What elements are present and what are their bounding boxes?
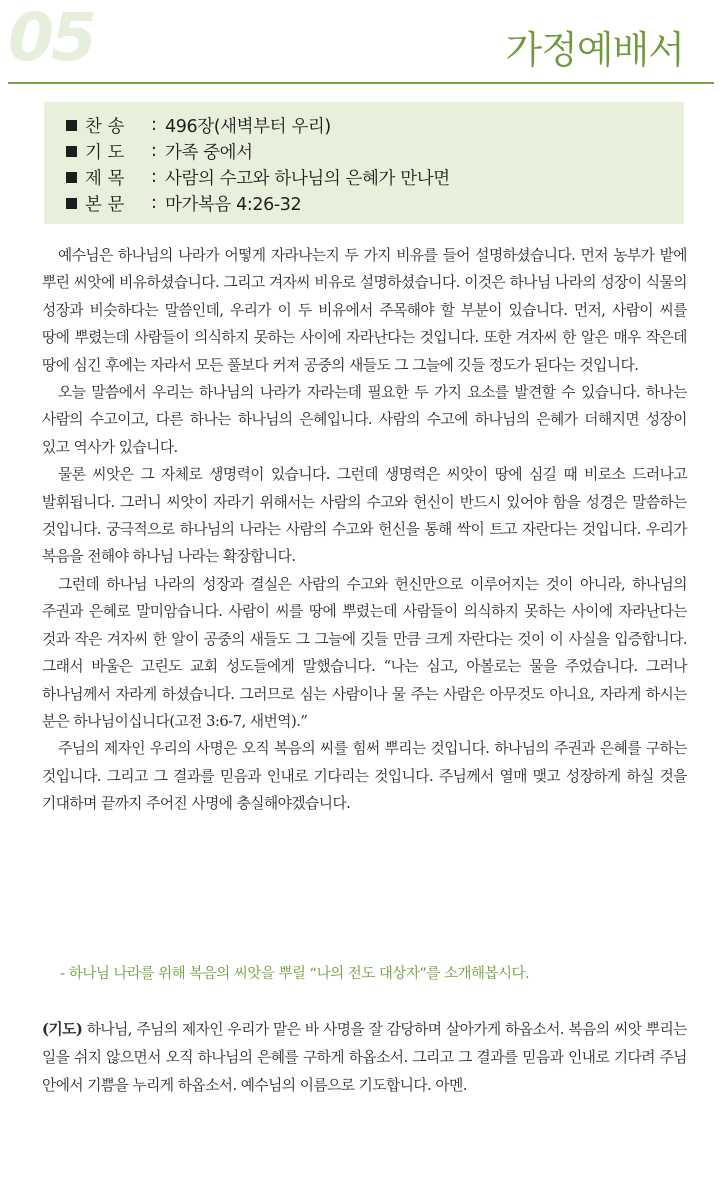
- discussion-prompt: - 하나님 나라를 위해 복음의 씨앗을 뿌릴 “나의 전도 대상자”를 소개해봅시다.: [60, 966, 530, 982]
- info-colon: :: [151, 167, 157, 187]
- info-colon: :: [151, 141, 157, 161]
- prayer-label: (기도): [42, 1021, 83, 1038]
- info-value-title: 사람의 수고와 하나님의 은혜가 만나면: [165, 168, 450, 189]
- sermon-body: [42, 242, 687, 818]
- sermon-paragraph-5: 주님의 제자인 우리의 사명은 오직 복음의 씨를 힘써 뿌리는 것입니다. 하나님의 주권과 은혜를 구하는 것입니다. 그리고 그 결과를 믿음과 인내로 기다리는 것입니다. 주님께서 열매 맺고 성장하게 하실 것을 기대하며 끝까지 주어진 사명에 충실해야겠습니다.: [42, 740, 687, 813]
- square-bullet-icon: [66, 198, 77, 209]
- square-bullet-icon: [66, 120, 77, 131]
- sermon-paragraph-3: 물론 씨앗은 그 자체로 생명력이 있습니다. 그런데 생명력은 씨앗이 땅에 심길 때 비로소 드러나고 발휘됩니다. 그러니 씨앗이 자라기 위해서는 사람의 수고와 헌신이 반드시 있어야 함을 성경은 말씀하는 것입니다. 궁극적으로 하나님의 나라는 사람의 수고와 헌신을 통해 싹이 트고 자란다는 것입니다. 우리가 복음을 전해야 하나님 나라는 확장합니다.: [42, 466, 687, 566]
- square-bullet-icon: [66, 146, 77, 157]
- sermon-paragraph-4: 그런데 하나님 나라의 성장과 결실은 사람의 수고와 헌신만으로 이루어지는 것이 아니라, 하나님의 주권과 은혜로 말미암습니다. 사람이 씨를 땅에 뿌렸는데 사람들이 의식하지 못하는 사이에 자라난다는 것과 작은 겨자씨 한 알이 공중의 새들도 그 그늘에 깃들 만큼 크게 자란다는 것이 이 사실을 입증합니다. 그래서 바울은 고린도 교회 성도들에게 말했습니다. “나는 심고, 아볼로는 물을 주었습니다. 그러나 하나님께서 자라게 하셨습니다. 그러므로 심는 사람이나 물 주는 사람은 아무것도 아니요, 자라게 하시는 분은 하나님이십니다(고전 3:6-7, 새번역).”: [42, 575, 687, 730]
- page-title: 가정예배서: [505, 28, 684, 72]
- info-value-scripture: 마가복음 4:26-32: [165, 194, 302, 215]
- info-value-hymn: 496장(새벽부터 우리): [165, 116, 331, 137]
- info-colon: :: [151, 115, 157, 135]
- info-label-scripture: 본 문: [85, 194, 125, 215]
- square-bullet-icon: [66, 172, 77, 183]
- info-colon: :: [151, 193, 157, 213]
- info-row-hymn: [66, 112, 684, 138]
- info-label-title: 제 목: [85, 168, 125, 189]
- prayer-text: 하나님, 주님의 제자인 우리가 맡은 바 사명을 잘 감당하며 살아가게 하옵소서. 복음의 씨앗 뿌리는 일을 쉬지 않으면서 오직 하나님의 은혜를 구하게 하옵소서. 그리고 그 결과를 믿음과 인내로 기다려 주님 안에서 기쁨을 누리게 하옵소서. 예수님의 이름으로 기도합니다. 아멘.: [42, 1021, 687, 1094]
- service-info-box: [44, 102, 684, 224]
- info-value-prayer: 가족 중에서: [165, 142, 253, 163]
- info-row-prayer: [66, 138, 684, 164]
- info-row-title: [66, 164, 684, 190]
- closing-prayer: [42, 1016, 687, 1100]
- sermon-paragraph-2: 오늘 말씀에서 우리는 하나님의 나라가 자라는데 필요한 두 가지 요소를 발견할 수 있습니다. 하나는 사람의 수고이고, 다른 하나는 하나님의 은혜입니다. 사람의 수고에 하나님의 은혜가 더해지면 성장이 있고 역사가 있습니다.: [42, 384, 687, 456]
- sermon-paragraph-1: 예수님은 하나님의 나라가 어떻게 자라나는지 두 가지 비유를 들어 설명하셨습니다. 먼저 농부가 밭에 뿌린 씨앗에 비유하셨습니다. 그리고 겨자씨 비유로 설명하셨습니다. 이것은 하나님 나라의 성장이 식물의 성장과 비슷하다는 말씀인데, 우리가 이 두 비유에서 주목해야 할 부분이 있습니다. 먼저, 사람이 씨를 땅에 뿌렸는데 사람들이 의식하지 못하는 사이에 자라난다는 것입니다. 또한 겨자씨 한 알은 매우 작은데 땅에 심긴 후에는 자라서 모든 풀보다 커져 공중의 새들도 그 그늘에 깃들 정도가 된다는 것입니다.: [42, 247, 687, 374]
- info-label-hymn: 찬 송: [85, 116, 125, 137]
- header-divider: [8, 82, 714, 84]
- info-row-scripture: [66, 190, 684, 216]
- info-label-prayer: 기 도: [85, 142, 125, 163]
- page-number: 05: [8, 0, 94, 76]
